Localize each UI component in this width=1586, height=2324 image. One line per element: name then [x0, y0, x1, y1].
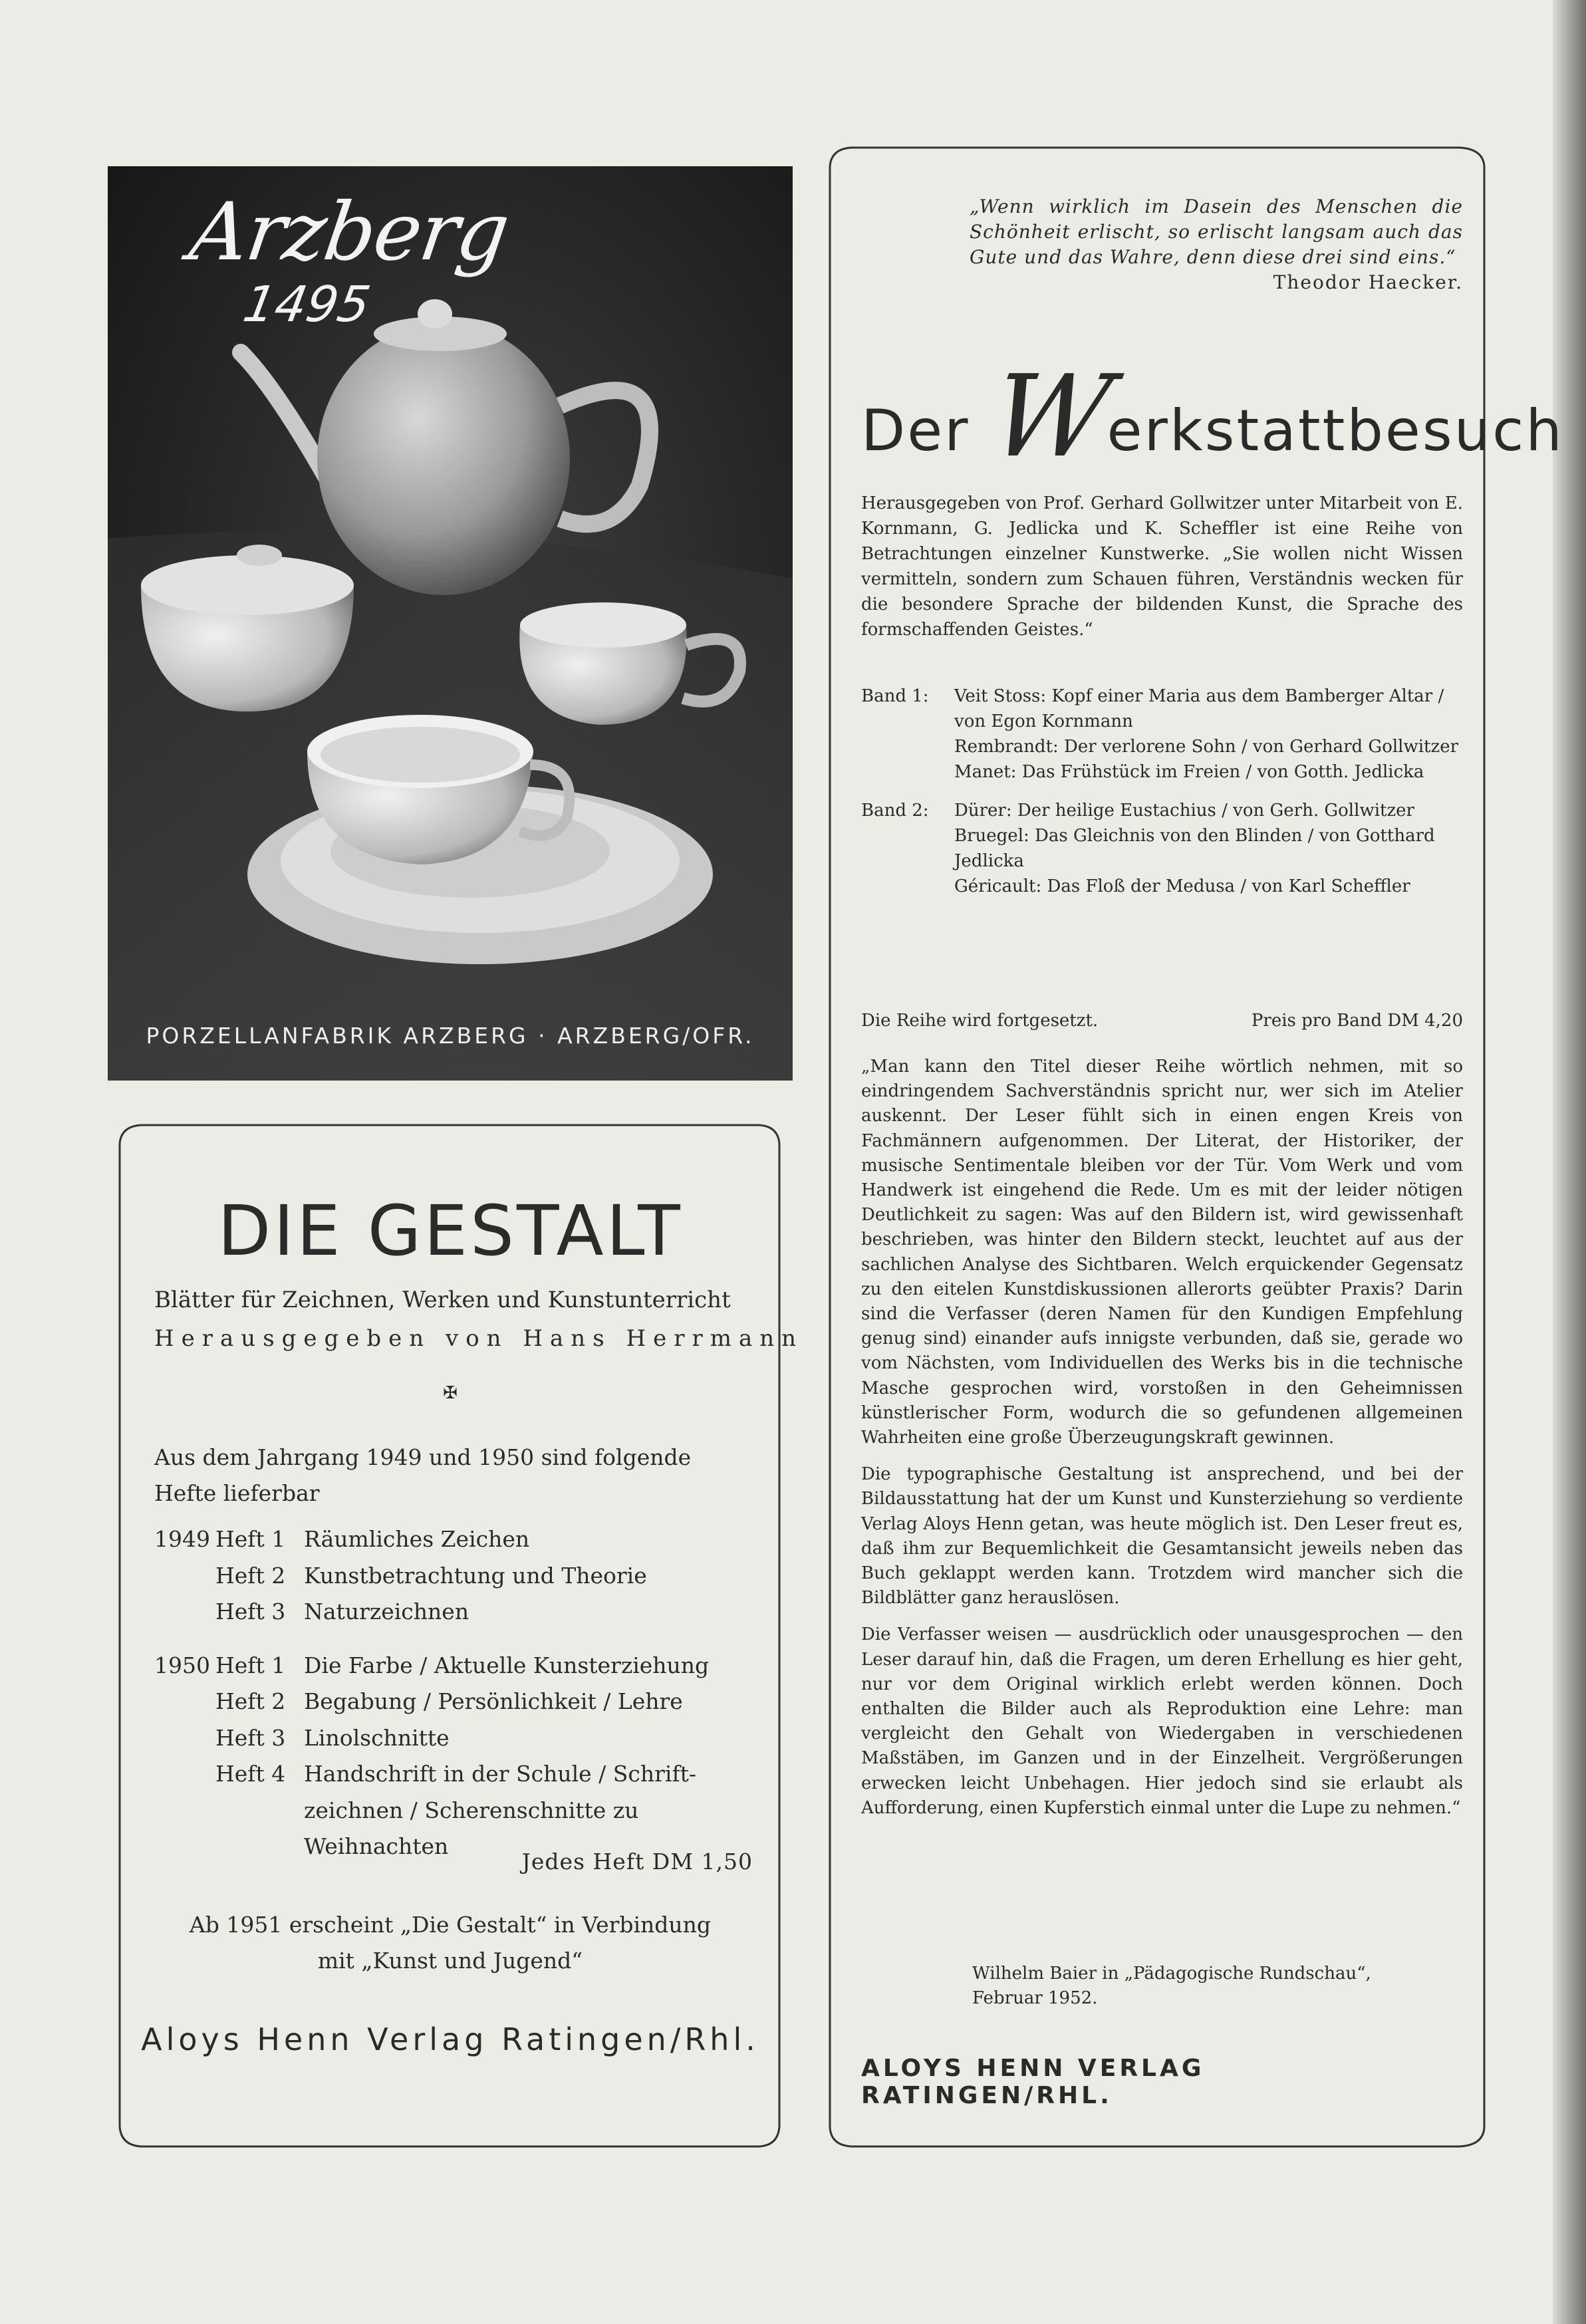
- band-price: Preis pro Band DM 4,20: [1251, 1011, 1463, 1031]
- title-initial: W: [981, 351, 1123, 483]
- werkstattbesuch-advertisement: [825, 140, 1564, 2154]
- gestalt-note: [114, 1907, 786, 1979]
- gestalt-note-line2: mit „Kunst und Jugend“: [317, 1948, 583, 1974]
- series-line: [861, 1011, 1463, 1031]
- band-1: [861, 684, 1463, 785]
- porcelain-photo: [108, 166, 793, 1081]
- title-der: Der: [861, 398, 970, 464]
- list-item: Manet: Das Frühstück im Freien / von Gotth. Jedlicka: [954, 762, 1424, 782]
- gestalt-price: Jedes Heft DM 1,50: [521, 1849, 753, 1874]
- review-citation: [972, 1962, 1463, 2011]
- gestalt-intro: Aus dem Jahrgang 1949 und 1950 sind folgende Hefte lieferbar: [154, 1444, 692, 1506]
- title-rest: erkstattbesuch: [1107, 398, 1564, 464]
- arzberg-advertisement: [108, 166, 793, 1081]
- page-gutter-shadow: [1553, 0, 1586, 2324]
- list-item: Heft 4 Handschrift in der Schule / Schrift-: [215, 1761, 697, 1787]
- list-item: Heft 3 Naturzeichnen: [215, 1599, 469, 1624]
- gestalt-subtitle-line2: Herausgegeben von Hans Herrmann: [154, 1325, 804, 1352]
- arzberg-footer: PORZELLANFABRIK ARZBERG · ARZBERG/OFR.: [146, 1023, 755, 1049]
- gestalt-subtitle: [154, 1281, 804, 1358]
- werkstatt-publisher: ALOYS HENN VERLAG RATINGEN/RHL.: [861, 2055, 1205, 2109]
- gestalt-subtitle-line1: Blätter für Zeichnen, Werken und Kunstunterricht: [154, 1287, 731, 1313]
- list-item: 1950 Heft 1 Die Farbe / Aktuelle Kunsterziehung: [154, 1652, 710, 1678]
- werkstatt-intro: Herausgegeben von Prof. Gerhard Gollwitzer unter Mitarbeit von E. Kornmann, G. Jedlicka und K. Scheffler ist eine Reihe von Betrachtungen einzelner Kunstwerke. „Sie wollen nicht Wissen vermitteln, sondern zum Schauen führen, Verständnis wecken für die besondere Sprache der bildenden Kunst, die Sprache des formschaffenden Geistes.“: [861, 493, 1463, 640]
- werkstattbesuch-title: [861, 351, 1564, 483]
- list-item: Veit Stoss: Kopf einer Maria aus dem Bamberger Altar / von Egon Kornmann: [954, 686, 1444, 731]
- list-item: zeichnen / Scherenschnitte zu: [304, 1797, 639, 1823]
- gestalt-issue-list: [154, 1521, 753, 1865]
- list-item: Heft 2 Begabung / Persönlichkeit / Lehre: [215, 1688, 683, 1714]
- ornament: ✠: [443, 1383, 458, 1403]
- list-item: Dürer: Der heilige Eustachius / von Gerh. Gollwitzer: [954, 801, 1414, 821]
- review-paragraph: Die typographische Gestaltung ist ansprechend, und bei der Bildausstattung hat der um Kunst und Kunsterziehung so verdiente Verlag Aloys Henn getan, was heute möglich ist. Den Leser freut es, daß ihm zur Bequemlichkeit die Gesamtansicht jeweils neben das Buch geklappt werden kann. Trotzdem wird mancher sich die Bildblätter ganz herauslösen.: [861, 1464, 1463, 1609]
- list-item: Weihnachten: [304, 1833, 449, 1859]
- citation-line2: Februar 1952.: [972, 1988, 1098, 2008]
- arzberg-year: 1495: [239, 276, 374, 333]
- arzberg-logo: Arzberg: [184, 186, 514, 279]
- review-paragraph: „Man kann den Titel dieser Reihe wörtlich nehmen, mit so eindringendem Sachverständnis spricht nur, wer sich im Atelier auskennt. Der Leser fühlt sich in einen engen Kreis von Fachmännern aufgenommen. Der Literat, der Historiker, der musische Sentimentale bleiben vor der Tür. Vom Werk und vom Handwerk ist eingehend die Rede. Um es mit der leider nötigen Deutlichkeit zu sagen: Was auf den Bildern ist, wird gewissenhaft beschrieben, was hinter den Bildern steckt, leuchtet auf aus der sachlichen Analyse des Sichtbaren. Welch erquickender Gegensatz zu den eitelen Kunstdiskussionen allerorts geübter Praxis? Darin sind die Verfasser (deren Namen für den Kundigen Empfehlung genug sind) einander aufs innigste verbunden, daß sie, gerade wo vom Nächsten, vom Individuellen des Werks bis in die technische Masche gesprochen wird, vorstoßen in den Geheimnissen künstlerischer Form, wodurch die so gefundenen allgemeinen Wahrheiten eine große Überzeugungskraft gewinnen.: [861, 1057, 1463, 1448]
- list-item: 1949 Heft 1 Räumliches Zeichen: [154, 1526, 530, 1552]
- band-label: Band 2:: [861, 801, 929, 821]
- list-item: Géricault: Das Floß der Medusa / von Karl Scheffler: [954, 876, 1410, 896]
- citation-line1: Wilhelm Baier in „Pädagogische Rundschau“,: [972, 1964, 1371, 1984]
- band-list: [861, 684, 1463, 912]
- die-gestalt-advertisement: [114, 1117, 804, 2154]
- quote-author: Theodor Haecker.: [1273, 271, 1463, 293]
- list-item: Rembrandt: Der verlorene Sohn / von Gerhard Gollwitzer: [954, 737, 1459, 757]
- series-note: Die Reihe wird fortgesetzt.: [861, 1011, 1099, 1031]
- gestalt-note-line1: Ab 1951 erscheint „Die Gestalt“ in Verbindung: [189, 1912, 712, 1938]
- quote-text: „Wenn wirklich im Dasein des Menschen die Schönheit erlischt, so erlischt langsam auch das Gute und das Wahre, denn diese drei sind eins.“: [970, 195, 1463, 268]
- gestalt-title: DIE GESTALT: [217, 1190, 683, 1271]
- review-text: [861, 1055, 1463, 1833]
- band-2: [861, 798, 1463, 899]
- review-paragraph: Die Verfasser weisen — ausdrücklich oder unausgesprochen — den Leser darauf hin, daß die Fragen, um deren Erhellung es hier geht, nur vor dem Original wirklich erlebt werden können. Doch enthalten die Bilder auch als Reproduktion eine Lehre: man vergleicht den Gehalt von Wiedergaben in verschiedenen Maßstäben, im Ganzen und in der Einzelheit. Vergrößerungen erwecken leicht Unbehagen. Hier jedoch sind sie erlaubt als Aufforderung, einen Kupferstich einmal unter die Lupe zu nehmen.“: [861, 1624, 1463, 1818]
- haecker-quote: [970, 194, 1463, 295]
- band-label: Band 1:: [861, 686, 929, 706]
- gestalt-publisher: Aloys Henn Verlag Ratingen/Rhl.: [141, 2021, 759, 2057]
- list-item: Heft 3 Linolschnitte: [215, 1724, 450, 1751]
- list-item: Bruegel: Das Gleichnis von den Blinden / von Gotthard Jedlicka: [954, 826, 1435, 871]
- list-item: Heft 2 Kunstbetrachtung und Theorie: [215, 1562, 647, 1589]
